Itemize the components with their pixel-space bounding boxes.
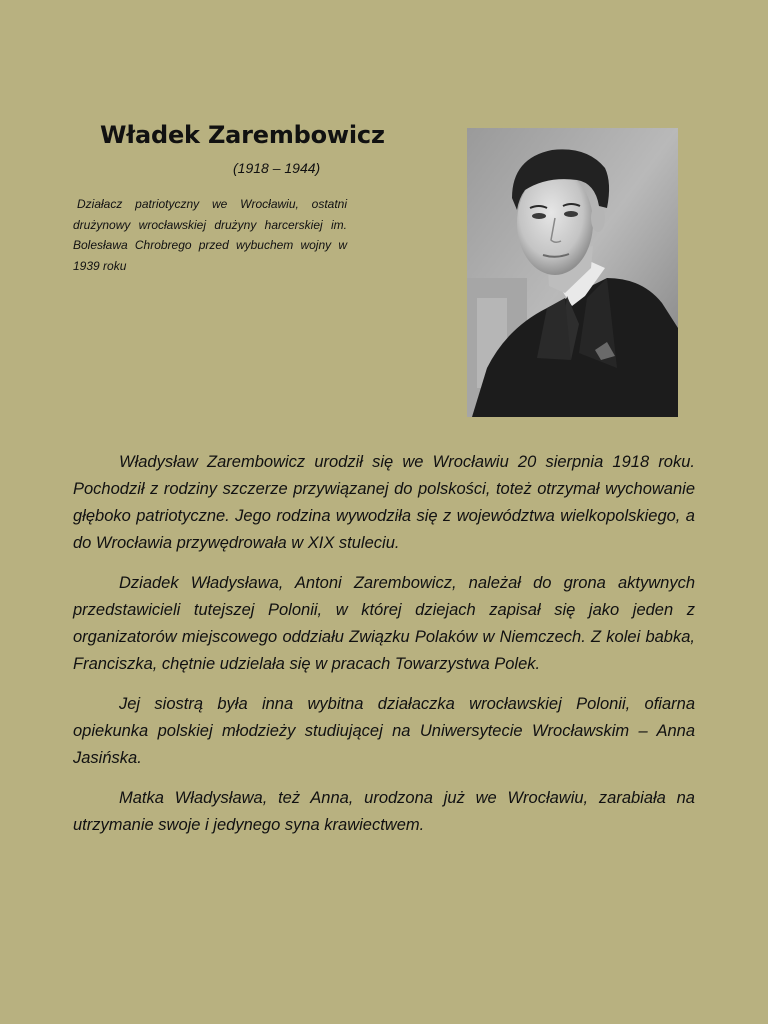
portrait-illustration [467, 128, 678, 417]
summary-text: Działacz patriotyczny we Wrocławiu, ostatni drużynowy wrocławskiej drużyny harcerskiej im. Bolesława Chrobrego przed wybuchem wojny w 1939 roku [73, 197, 347, 273]
paragraph: Matka Władysława, też Anna, urodzona już we Wrocławiu, zarabiała na utrzymanie swoje i jedynego syna krawiectwem. [73, 789, 695, 834]
paragraph: Dziadek Władysława, Antoni Zarembowicz, należał do grona aktywnych przedstawicieli tutejszej Polonii, w której dziejach zapisał się jako jeden z organizatorów miejscowego oddziału Związku Polaków w Niemczech. Z kolei babka, Franciszka, chętnie udzielała się w pracach Towarzystwa Polek. [73, 574, 695, 673]
paragraph: Jej siostrą była inna wybitna działaczka wrocławskiej Polonii, ofiarna opiekunka polskiej młodzieży studiującej na Uniwersytecie Wrocławskim – Anna Jasińska. [73, 695, 695, 767]
portrait-photo [467, 128, 678, 417]
life-years: (1918 – 1944) [233, 160, 321, 176]
page-title: Władek Zarembowicz [100, 121, 385, 149]
biography-text [73, 449, 695, 852]
paragraph: Władysław Zarembowicz urodził się we Wrocławiu 20 sierpnia 1918 roku. Pochodził z rodziny szczerze przywiązanej do polskości, toteż otrzymał wychowanie głęboko patriotyczne. Jego rodzina wywodziła się z województwa wielkopolskiego, a do Wrocławia przywędrowała w XIX stuleciu. [73, 453, 695, 552]
